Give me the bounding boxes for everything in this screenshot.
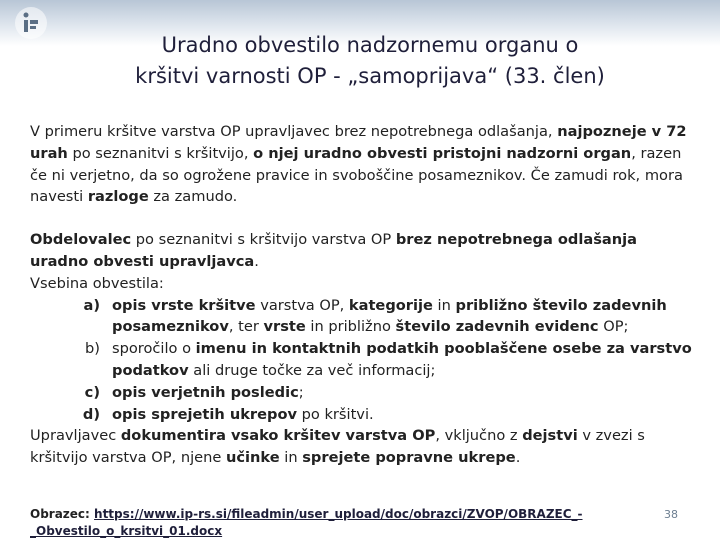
form-link[interactable]: https://www.ip-rs.si/fileadmin/user_upload/doc/obrazci/ZVOP/OBRAZEC_-_Obvestilo_o_krsitvi_01.docx [30, 507, 583, 538]
text-run: varstva OP, [255, 296, 349, 314]
content-intro: Vsebina obvestila: [30, 274, 164, 292]
bold-text: število zadevnih evidenc [395, 318, 599, 336]
list-text [112, 382, 695, 404]
list-text [112, 404, 695, 426]
list-item [30, 338, 695, 382]
bold-text: imenu in kontaktnih podatkih pooblaščene osebe za varstvo podatkov [112, 340, 692, 379]
bold-text: opis verjetnih posledic [112, 383, 299, 401]
text-run: po seznanitvi s kršitvijo, [67, 144, 254, 162]
text-run: V primeru kršitve varstva OP upravljavec brez nepotrebnega odlašanja, [30, 123, 558, 140]
text-run: ali druge točke za več informacij; [188, 361, 436, 379]
bold-text: dejstvi [522, 427, 578, 445]
paragraph-processor [30, 229, 695, 273]
title-line-1: Uradno obvestilo nadzornemu organu o [161, 33, 579, 57]
footer-label: Obrazec: [30, 507, 95, 521]
bold-text: brez nepotrebnega odlašanja uradno obvesti upravljavca [30, 231, 637, 270]
list-item [30, 295, 695, 339]
text-run: za zamudo. [148, 188, 238, 206]
text-run: OP; [598, 318, 629, 336]
footer-source [30, 506, 610, 540]
page-number: 38 [664, 508, 678, 521]
text-run: in [279, 449, 303, 467]
text-run: po seznanitvi s kršitvijo varstva OP [131, 231, 396, 249]
text-run: . [515, 449, 521, 467]
list-marker: d) [82, 405, 100, 423]
spacer [30, 208, 695, 229]
bold-text: opis sprejetih ukrepov [112, 405, 297, 423]
title-line-2: kršitvi varnosti OP - „samoprijava“ (33. člen) [135, 64, 605, 88]
paragraph-breach-notice [30, 121, 695, 208]
slide-title [60, 30, 680, 92]
text-run: sporočilo o [112, 340, 196, 358]
text-run: in približno [305, 318, 396, 336]
list-text [112, 295, 695, 339]
bold-text: učinke [225, 449, 280, 467]
bold-text: razloge [87, 188, 149, 206]
content-list [30, 295, 695, 426]
text-run: . [254, 252, 259, 270]
bold-text: približno število zadevnih posameznikov [112, 296, 667, 336]
text-run: v zvezi s kršitvijo varstva OP, njene [30, 427, 645, 467]
list-item [30, 404, 695, 426]
list-text [112, 338, 695, 382]
list-marker: a) [83, 296, 100, 314]
bold-text: vrste [263, 318, 306, 336]
text-run: po kršitvi. [297, 405, 374, 423]
slide-body [30, 121, 695, 469]
bold-text: o njej uradno obvesti pristojni nadzorni organ [253, 144, 632, 162]
ip-logo-icon [14, 6, 48, 40]
bold-text: sprejete popravne ukrepe [302, 449, 516, 467]
text-run: ; [298, 383, 304, 401]
bold-text: najpozneje v 72 urah [30, 123, 687, 162]
text-run: , razen če ni verjetno, da so ogrožene pravice in svoboščine posameznikov. Če zamudi rok, mora navesti [30, 144, 683, 206]
bold-text: dokumentira vsako kršitev varstva OP [120, 427, 436, 445]
paragraph-documentation [30, 425, 695, 469]
list-marker: b) [85, 340, 100, 358]
text-run: , ter [228, 318, 264, 336]
text-run: , vključno z [435, 427, 523, 445]
list-marker: c) [84, 383, 100, 401]
list-item [30, 382, 695, 404]
bold-text: kategorije [348, 296, 433, 314]
bold-text: opis vrste kršitve [112, 296, 256, 314]
text-run: Upravljavec [30, 427, 121, 445]
bold-text: Obdelovalec [30, 231, 132, 249]
text-run: in [432, 296, 456, 314]
